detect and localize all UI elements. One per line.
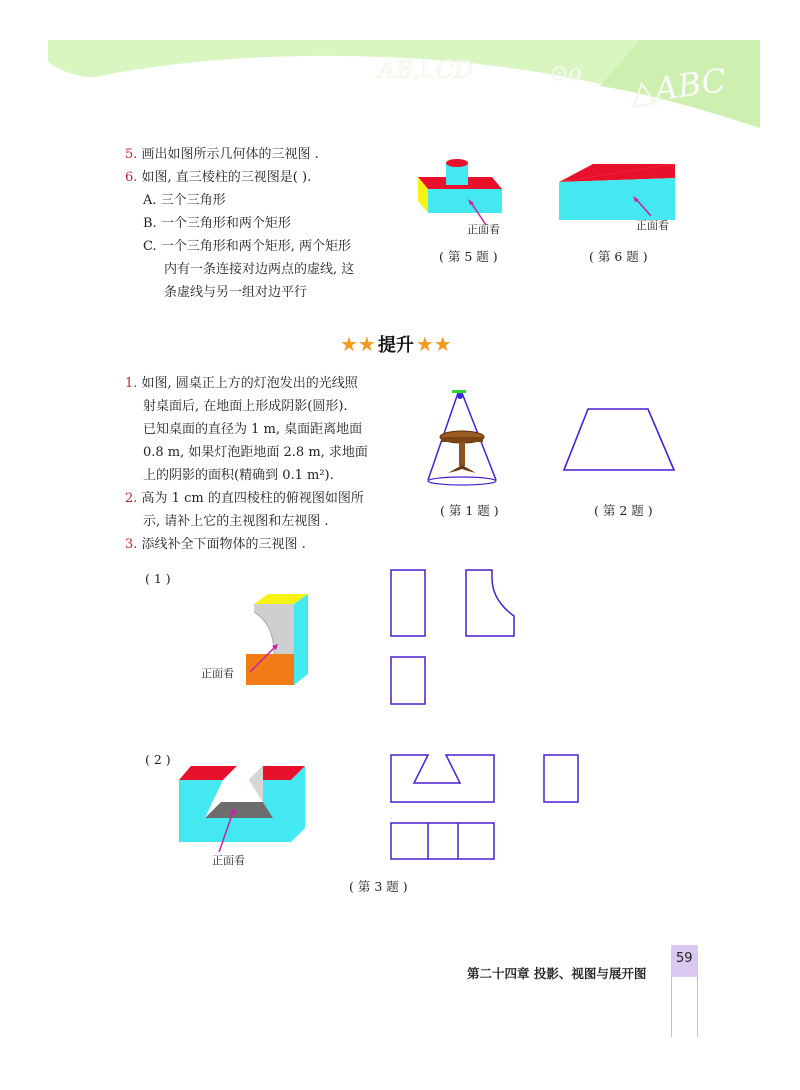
option-c-line2: 内有一条连接对边两点的虚线, 这: [164, 262, 355, 277]
question-number: 1.: [125, 376, 138, 391]
star-icon: ★★: [415, 332, 452, 356]
figure-2-caption: ( 第 2 题 ): [594, 503, 653, 518]
part-2-three-views: [388, 751, 588, 863]
figure-6-caption: ( 第 6 题 ): [589, 249, 648, 264]
bulb-holder: [452, 390, 466, 393]
question-5: [125, 143, 319, 167]
header-banner: [0, 0, 800, 130]
bulb-icon: [457, 393, 463, 399]
figure-1-lamp-table: [420, 385, 510, 495]
part-1-label: ( 1 ): [145, 571, 171, 586]
part-2-view-label: 正面看: [212, 854, 245, 867]
figure-5-view-label: 正面看: [467, 223, 500, 236]
page-number: 59: [676, 951, 693, 966]
figure-6-view-label: 正面看: [636, 219, 669, 232]
question-text-line: 已知桌面的直径为 1 m, 桌面距离地面: [143, 422, 363, 437]
figure-2-trapezoid: [560, 405, 680, 475]
decor-text-perpendicular: AB⊥CD: [378, 56, 474, 84]
part-2-label: ( 2 ): [145, 752, 171, 767]
question-text-line: 如图, 圆桌正上方的灯泡发出的光线照: [141, 376, 358, 391]
section-heading: [340, 331, 452, 357]
question-1: [125, 372, 358, 396]
front-view: [391, 755, 494, 802]
figure-5-caption: ( 第 5 题 ): [439, 249, 498, 264]
question-number: 3.: [125, 537, 138, 552]
footer-divider-left: [671, 977, 672, 1037]
option-c: C. 一个三角形和两个矩形, 两个矩形: [143, 239, 352, 254]
question-text-line: 上的阴影的面积(精确到 0.1 m²).: [143, 468, 334, 483]
top-view: [391, 657, 425, 704]
decor-text-triangle: △ABC: [627, 60, 729, 112]
question-text: 如图, 直三棱柱的三视图是( ).: [141, 170, 312, 185]
option-c-line3: 条虚线与另一组对边平行: [164, 285, 308, 300]
question-text-line: 射桌面后, 在地面上形成阴影(圆形).: [143, 399, 348, 414]
star-icon: ★★: [340, 332, 376, 356]
figure-6-prism: [555, 160, 685, 225]
question-text: 添线补全下面物体的三视图 .: [141, 537, 306, 552]
figure-1-caption: ( 第 1 题 ): [440, 503, 499, 518]
left-view: [544, 755, 578, 802]
left-view: [466, 570, 514, 636]
question-number: 6.: [125, 170, 138, 185]
question-text: 画出如图所示几何体的三视图 .: [141, 147, 319, 162]
option-b: B. 一个三角形和两个矩形: [143, 216, 291, 231]
section-title: 提升: [377, 335, 414, 356]
question-number: 2.: [125, 491, 138, 506]
question-text-line: 高为 1 cm 的直四棱柱的俯视图如图所: [141, 491, 364, 506]
question-3: [125, 533, 306, 557]
figure-3-caption: ( 第 3 题 ): [349, 879, 408, 894]
part-1-solid: [240, 590, 315, 690]
part-1-three-views: [388, 566, 528, 708]
option-a: A. 三个三角形: [143, 193, 226, 208]
question-number: 5.: [125, 147, 138, 162]
top-view: [391, 823, 494, 859]
question-text-line: 示, 请补上它的主视图和左视图 .: [143, 514, 329, 529]
front-view: [391, 570, 425, 636]
footer-divider-right: [697, 977, 698, 1037]
question-text-line: 0.8 m, 如果灯泡距地面 2.8 m, 求地面: [143, 445, 368, 460]
chapter-title: 第二十四章 投影、视图与展开图: [467, 966, 647, 981]
decor-text-circle: ⊙o: [550, 61, 582, 86]
part-2-solid: [175, 760, 310, 850]
question-6: [125, 166, 311, 190]
part-1-view-label: 正面看: [201, 667, 234, 680]
question-2: [125, 487, 364, 511]
